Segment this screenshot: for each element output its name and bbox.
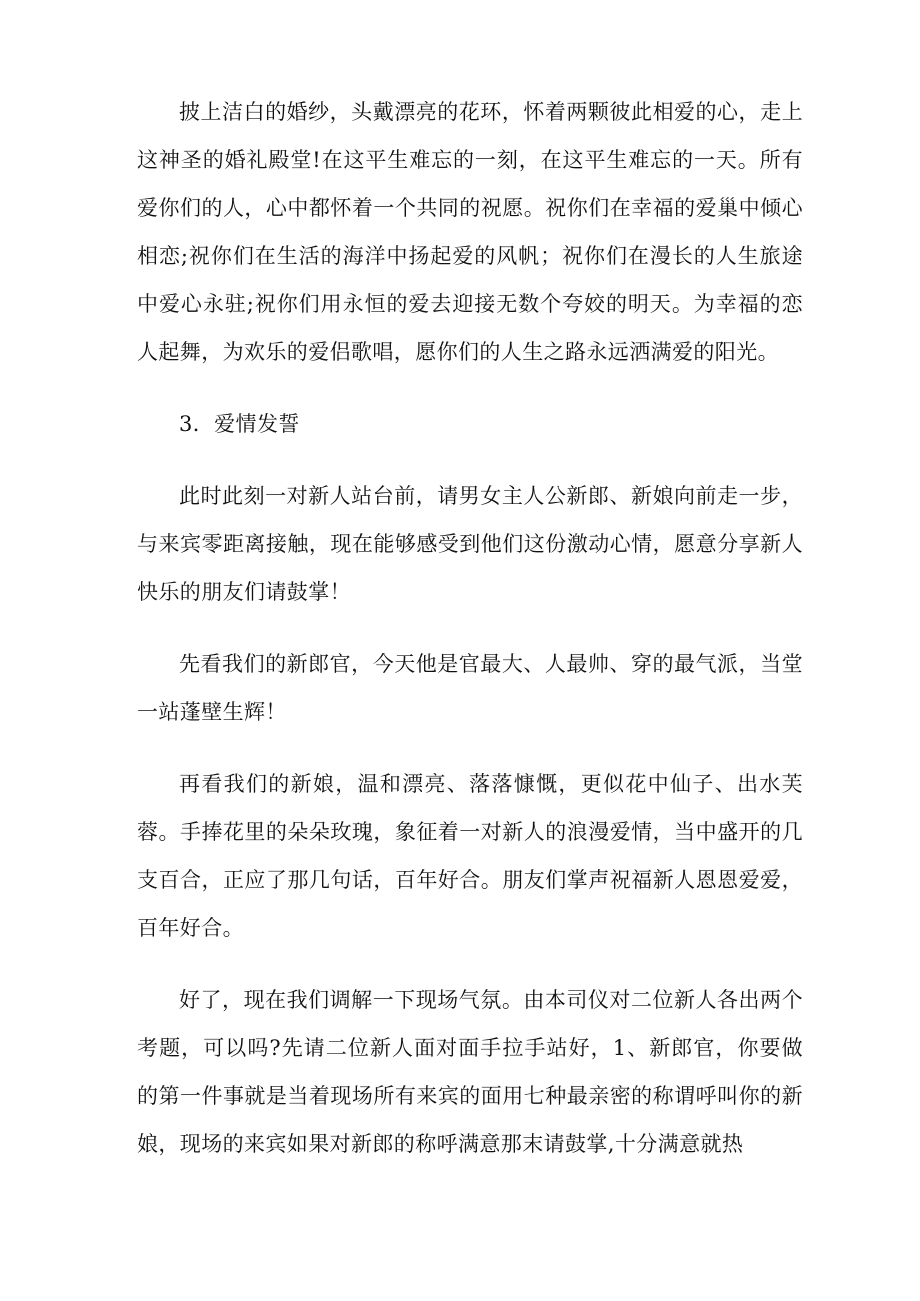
paragraph-blessing: 披上洁白的婚纱，头戴漂亮的花环，怀着两颗彼此相爱的心，走上这神圣的婚礼殿堂!在这平生难忘的一刻，在这平生难忘的一天。所有爱你们的人，心中都怀着一个共同的祝愿。祝你们在幸福的爱巢中倾心相恋;祝你们在生活的海洋中扬起爱的风帆；祝你们在漫长的人生旅途中爱心永驻;祝你们用永恒的爱去迎接无数个夸姣的明天。为幸福的恋人起舞，为欢乐的爱侣歌唱，愿你们的人生之路永远洒满爱的阳光。 <box>137 100 803 364</box>
paragraph-bride: 再看我们的新娘，温和漂亮、落落慷慨，更似花中仙子、出水芙蓉。手捧花里的朵朵玫瑰，象征着一对新人的浪漫爱情，当中盛开的几支百合，正应了那几句话，百年好合。朋友们掌声祝福新人恩恩爱爱，百年好合。 <box>137 772 803 940</box>
document-body <box>137 88 803 1192</box>
section-heading-vows: 3．爱情发誓 <box>179 412 300 436</box>
paragraph-introduction: 此时此刻一对新人站台前，请男女主人公新郎、新娘向前走一步，与来宾零距离接触，现在能够感受到他们这份激动心情，愿意分享新人快乐的朋友们请鼓掌！ <box>137 484 803 604</box>
paragraph-groom: 先看我们的新郎官，今天他是官最大、人最帅、穿的最气派，当堂一站蓬壁生辉！ <box>137 652 803 724</box>
paragraph-game: 好了，现在我们调解一下现场气氛。由本司仪对二位新人各出两个考题，可以吗?先请二位新人面对面手拉手站好，1、新郎官，你要做的第一件事就是当着现场所有来宾的面用七种最亲密的称谓呼叫你的新娘，现场的来宾如果对新郎的称呼满意那末请鼓掌,十分满意就热 <box>137 988 803 1156</box>
